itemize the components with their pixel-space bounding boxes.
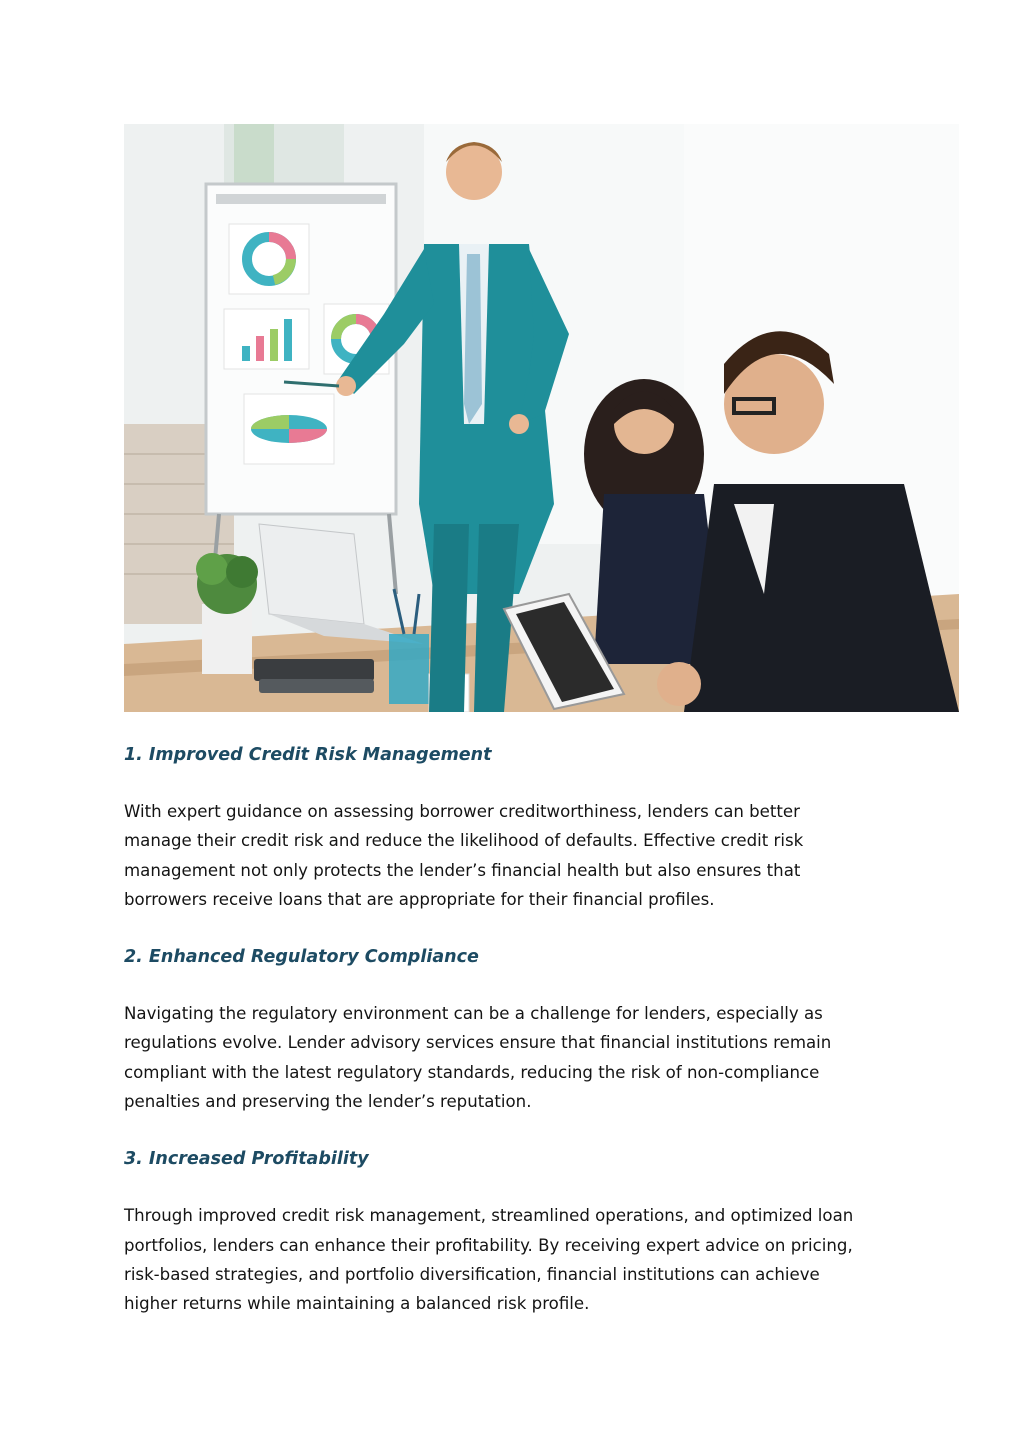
body-line: Navigating the regulatory environment can be a challenge for lenders, especially as (124, 1004, 823, 1024)
section-body-credit-risk (124, 797, 914, 914)
body-line: With expert guidance on assessing borrower creditworthiness, lenders can better (124, 802, 800, 821)
section-heading-profitability: 3. Increased Profitability (124, 1149, 369, 1170)
body-line: compliant with the latest regulatory standards, reducing the risk of non-compliance (124, 1062, 820, 1082)
body-line: management not only protects the lender’s financial health but also ensures that (124, 860, 801, 880)
body-line: Through improved credit risk management, streamlined operations, and optimized loan (124, 1206, 854, 1226)
body-line: borrowers receive loans that are appropriate for their financial profiles. (124, 889, 715, 909)
body-line: higher returns while maintaining a balanced risk profile. (124, 1294, 590, 1314)
body-line: risk-based strategies, and portfolio diversification, financial institutions can achieve (124, 1264, 820, 1284)
body-line: portfolios, lenders can enhance their profitability. By receiving expert advice on pricing, (124, 1235, 853, 1255)
body-line: penalties and preserving the lender’s reputation. (124, 1092, 532, 1112)
article-content (124, 740, 914, 1319)
body-line: manage their credit risk and reduce the likelihood of defaults. Effective credit risk (124, 831, 804, 851)
body-line: regulations evolve. Lender advisory services ensure that financial institutions remain (124, 1033, 832, 1053)
business-meeting-photo (124, 124, 959, 712)
section-body-profitability (124, 1201, 914, 1318)
section-heading-credit-risk: 1. Improved Credit Risk Management (124, 745, 492, 765)
section-heading-compliance: 2. Enhanced Regulatory Compliance (124, 947, 479, 968)
section-body-compliance (124, 999, 914, 1116)
